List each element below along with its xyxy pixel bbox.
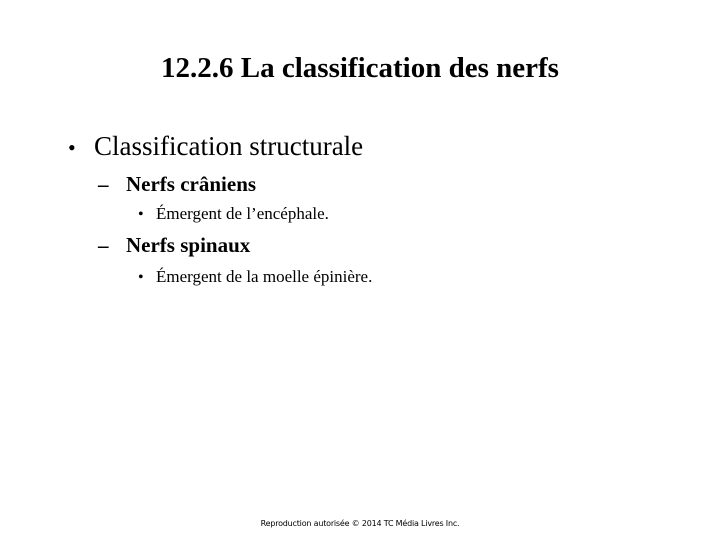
dash-marker: – — [98, 233, 109, 257]
bullet-text: Nerfs crâniens — [126, 172, 257, 196]
bullet-text: Émergent de la moelle épinière. — [156, 267, 373, 286]
copyright-footer: Reproduction autorisée © 2014 TC Média Livres Inc. — [260, 519, 460, 528]
slide-title: 12.2.6 La classification des nerfs — [161, 52, 559, 84]
bullet-level-1 — [68, 131, 363, 162]
bullet-text: Nerfs spinaux — [126, 233, 251, 257]
bullet-level-3 — [138, 267, 372, 287]
dash-marker: – — [98, 172, 109, 196]
bullet-level-2 — [98, 233, 250, 258]
bullet-text: Émergent de l’encéphale. — [156, 204, 329, 223]
bullet-text: Classification structurale — [94, 131, 364, 161]
bullet-marker: • — [138, 206, 144, 223]
bullet-marker: • — [138, 269, 144, 286]
bullet-level-2 — [98, 172, 256, 197]
bullet-level-3 — [138, 204, 329, 224]
bullet-marker: • — [68, 135, 76, 160]
